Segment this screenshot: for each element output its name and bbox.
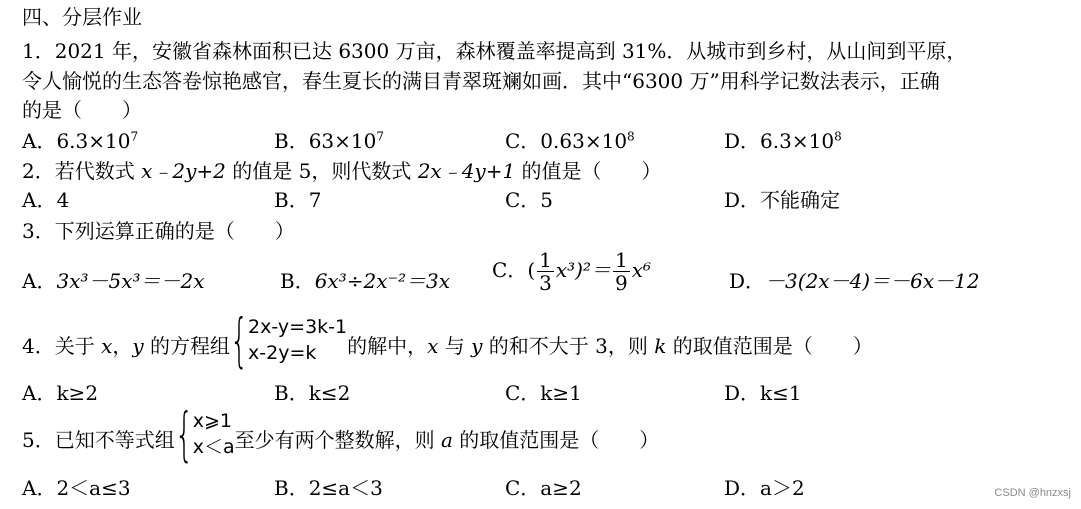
q1-line2: 令人愉悦的生态答卷惊艳感官，春生夏长的满目青翠斑斓如画．其中“6300 万”用科学记数法表示，正确 (22, 69, 940, 93)
q2-option-a[interactable]: A．4 (22, 188, 70, 212)
q3-option-c[interactable]: C．( $\frac{1}{3}$ x³)²＝ $\frac{1}{9}$ x⁶ (492, 248, 652, 295)
section-title: 四、分层作业 (22, 5, 142, 29)
q1-line3: 的是（ ） (22, 98, 142, 122)
q1-line1: 1．2021 年，安徽省森林面积已达 6300 万亩，森林覆盖率提高到 31%．从城市到乡村，从山间到平原， (22, 39, 967, 63)
q4-option-b[interactable]: B．k≤2 (274, 381, 351, 405)
q2-option-d[interactable]: D．不能确定 (724, 188, 841, 212)
q1-option-c[interactable]: C．$0.63\times 10^8$ (505, 129, 635, 153)
q5-stem: 5．已知不等式组 { x⩾1 x＜a 至少有两个整数解，则 a 的取值范围是（ ） (22, 408, 659, 475)
q5-option-d[interactable]: D．a＞2 (724, 476, 805, 500)
q3-option-a[interactable]: A．3x³－5x³＝－2x (22, 269, 205, 293)
q2-expr1: x﹣2y+2 (141, 159, 226, 183)
q5-option-c[interactable]: C．a≥2 (505, 476, 582, 500)
watermark: CSDN @hnzxsj (994, 487, 1071, 499)
q4-option-c[interactable]: C．k≥1 (505, 381, 582, 405)
q4-option-a[interactable]: A．k≥2 (22, 381, 99, 405)
equation-system: { 2x-y=3k-1 x-2y=k (230, 306, 348, 374)
q5-option-b[interactable]: B．2≤a＜3 (274, 476, 383, 500)
q2-option-c[interactable]: C．5 (505, 188, 554, 212)
q2-option-b[interactable]: B．7 (274, 188, 322, 212)
left-brace-icon: { (230, 306, 249, 374)
q2-expr2: 2x﹣4y+1 (417, 159, 516, 183)
fraction-one-third: $\frac{1}{3}$ (539, 248, 552, 295)
q3-option-b[interactable]: B．6x³÷2x⁻²＝3x (280, 269, 451, 293)
q3-stem: 3．下列运算正确的是（ ） (22, 219, 295, 243)
q1-option-d[interactable]: D．$6.3\times 10^8$ (724, 129, 842, 153)
q4-option-d[interactable]: D．k≤1 (724, 381, 802, 405)
q1-option-a[interactable]: A．$6.3\times 10^7$ (22, 129, 139, 153)
inequality-system: { x⩾1 x＜a (174, 400, 235, 468)
fraction-one-ninth: $\frac{1}{9}$ (614, 248, 628, 295)
q4-stem: 4．关于 x，y 的方程组 { 2x-y=3k-1 x-2y=k 的解中，x 与 y 的和不大于 3，则 k 的取值范围是（ ） (22, 314, 873, 381)
q5-option-a[interactable]: A．2＜a≤3 (22, 476, 131, 500)
q1-option-b[interactable]: B．$63\times 10^7$ (274, 129, 384, 153)
q3-option-d[interactable]: D．－3(2x－4)＝－6x－12 (729, 269, 980, 293)
left-brace-icon: { (174, 400, 194, 468)
q2-stem: 2．若代数式 x﹣2y+2 的值是 5，则代数式 2x﹣4y+1 的值是（ ） (22, 159, 662, 183)
